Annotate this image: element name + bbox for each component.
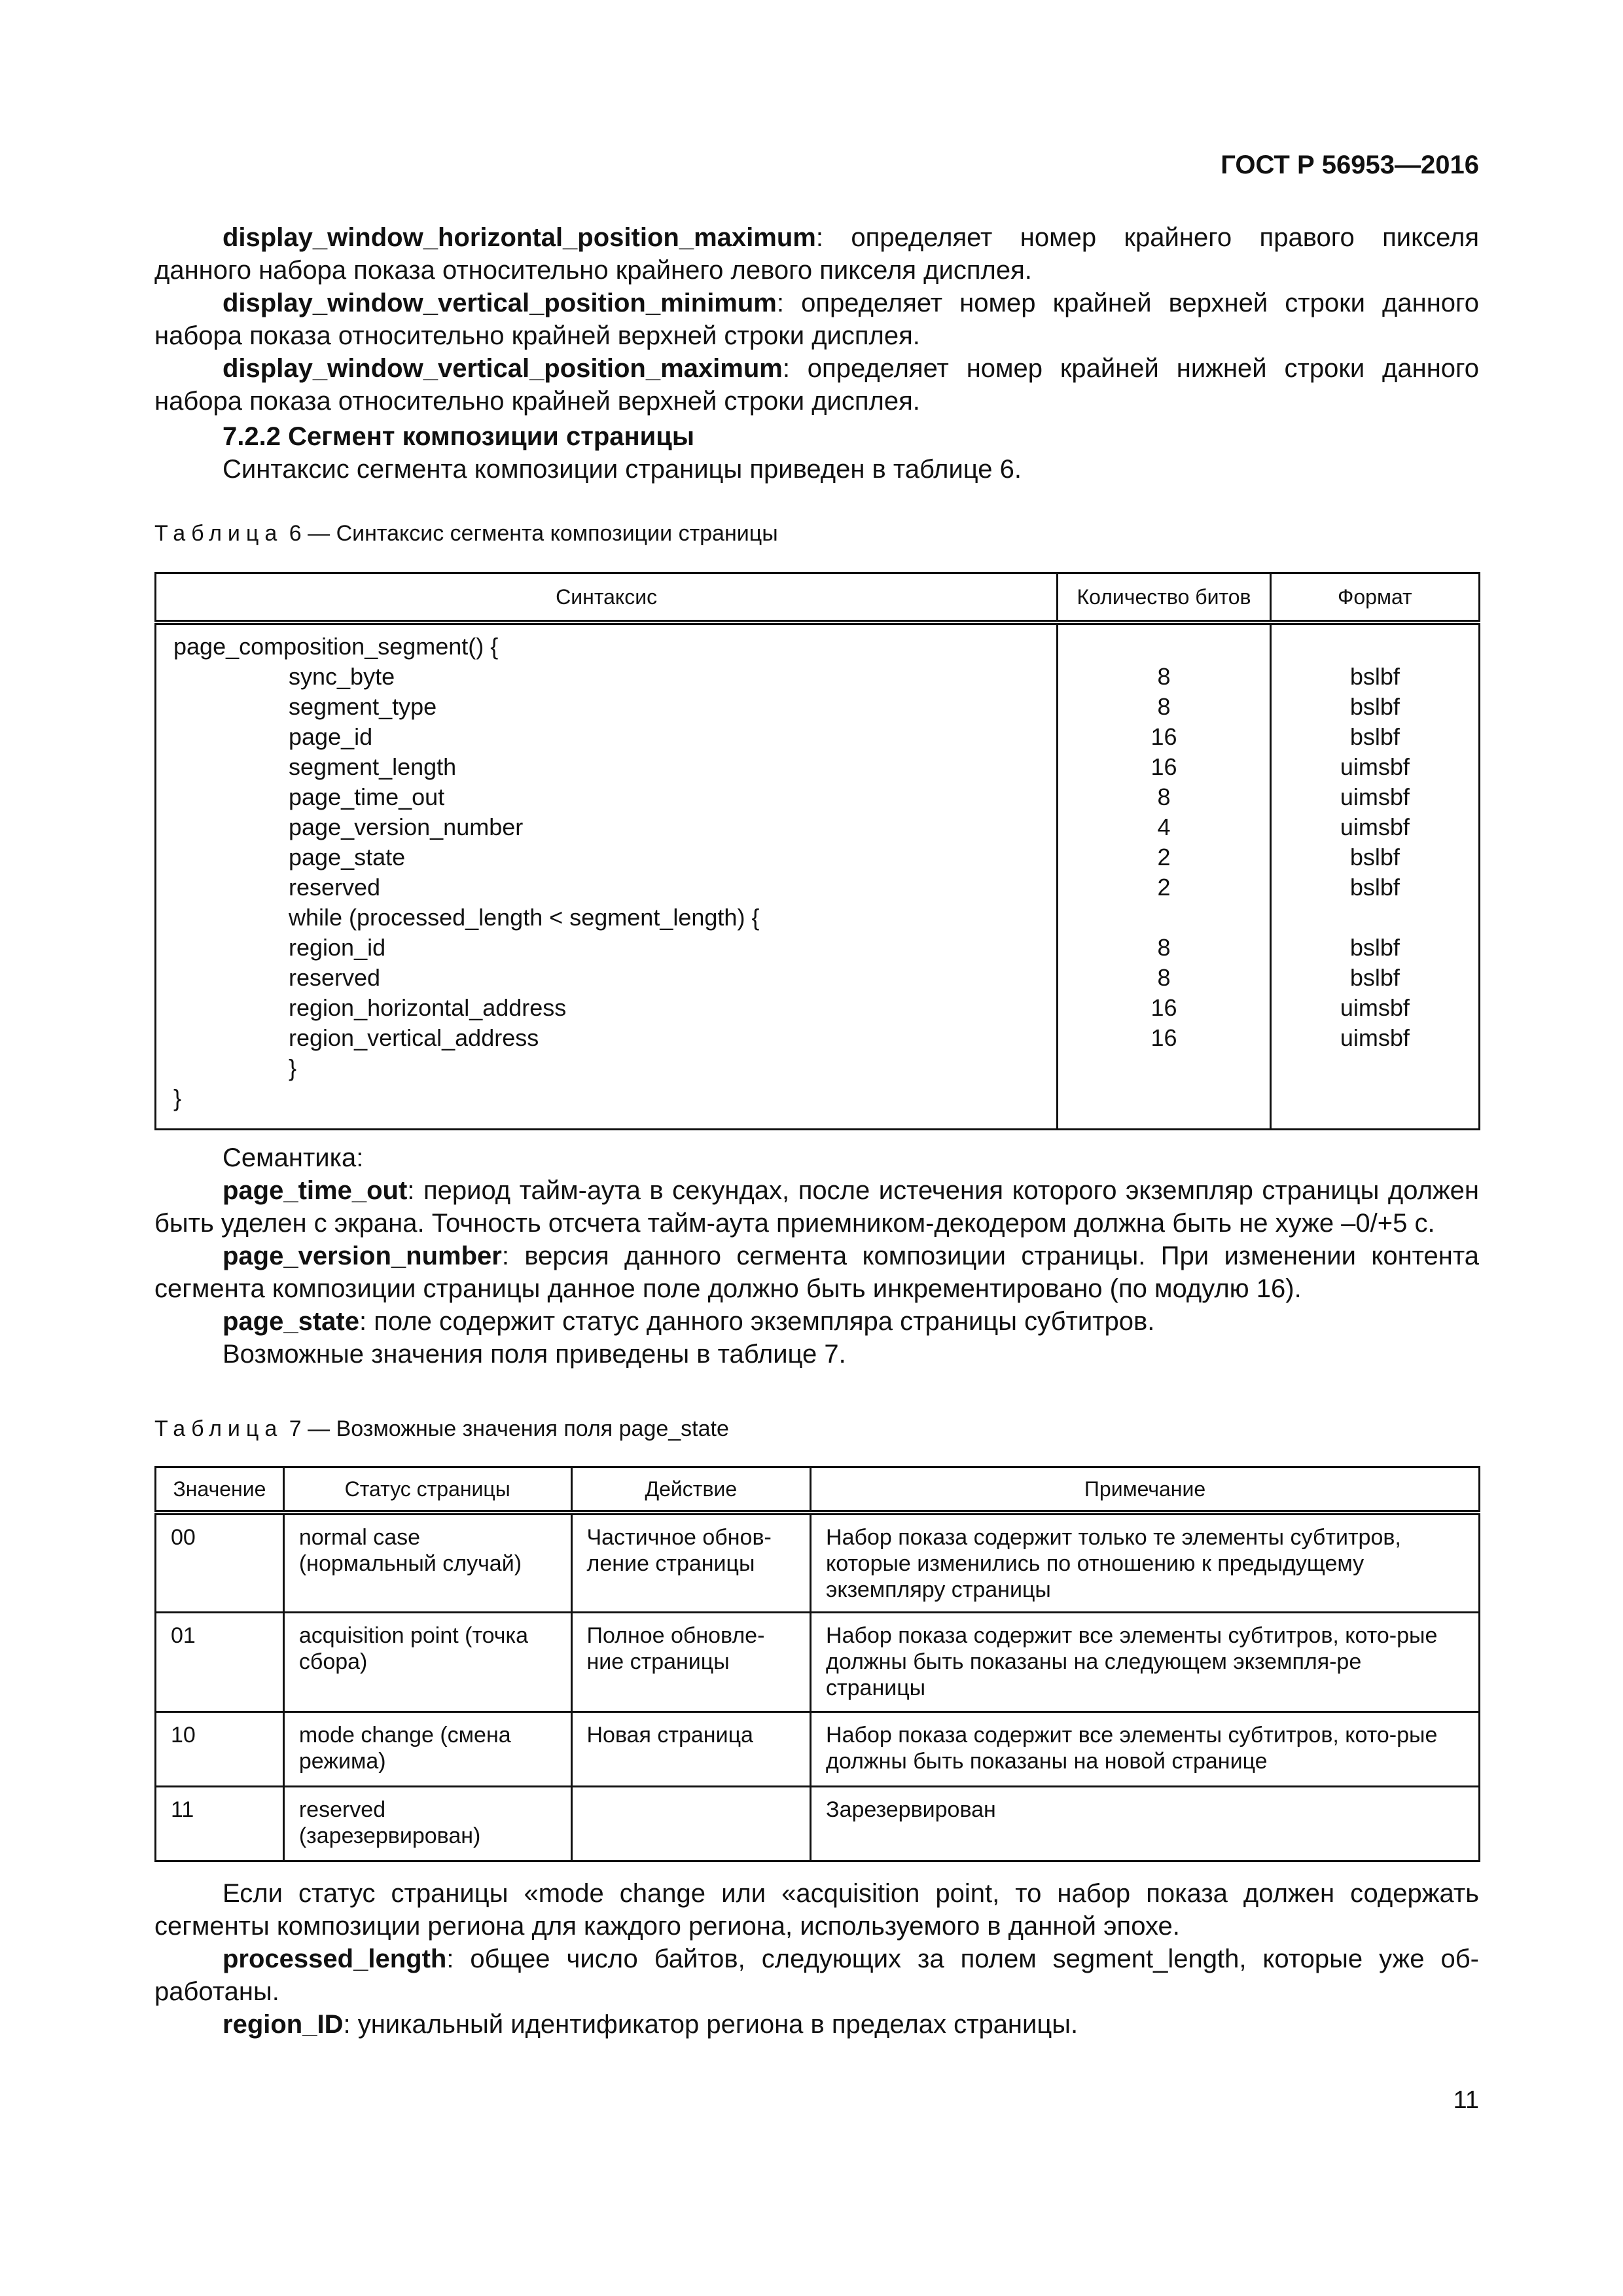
action-cell: Частичное обнов-ление страницы (571, 1513, 811, 1612)
value-cell: 01 (156, 1612, 284, 1712)
action-cell (571, 1786, 811, 1861)
format-cell: bslbf (1349, 964, 1400, 991)
term: page_version_number (223, 1242, 502, 1270)
syntax-line: page_version_number (289, 814, 524, 840)
syntax-line: page_composition_segment() { (173, 633, 499, 660)
definition-processed-length (154, 1943, 1479, 2008)
table-row (156, 1786, 1480, 1861)
status-cell: reserved (зарезервирован) (283, 1786, 571, 1861)
definition-horizontal-max (154, 221, 1479, 287)
syntax-line: reserved (289, 964, 381, 991)
status-cell: normal case (нормальный случай) (283, 1513, 571, 1612)
table-6-syntax (154, 572, 1480, 1130)
table6-caption (154, 521, 778, 547)
syntax-line: page_state (289, 844, 406, 870)
format-cell: bslbf (1349, 934, 1400, 961)
section-heading: 7.2.2 Сегмент композиции страницы (223, 422, 694, 451)
table7-caption (154, 1416, 729, 1442)
note-cell: Зарезервирован (811, 1786, 1480, 1861)
table-7-page-state (154, 1466, 1480, 1862)
definition-text: : определяет номер крайнего правого пикселя данного набора показа относительно крайнего левого пикселя дисплея. (154, 223, 1479, 285)
action-cell: Новая страница (571, 1712, 811, 1786)
syntax-column (156, 622, 1058, 1129)
bits-cell: 8 (1157, 693, 1171, 720)
bits-cell: 16 (1150, 994, 1177, 1021)
table7-caption-label: Таблица (154, 1416, 283, 1441)
note-cell: Набор показа содержит только те элементы субтитров, которые изменились по отношению к предыдущему экземпляру страницы (811, 1513, 1480, 1612)
table7-caption-title: 7 — Возможные значения поля page_state (289, 1416, 729, 1441)
column-header-status: Статус страницы (283, 1467, 571, 1513)
format-cell: uimsbf (1340, 814, 1410, 840)
bits-cell: 2 (1157, 874, 1171, 901)
term: display_window_horizontal_position_maximum (223, 223, 816, 252)
definition-text: : уникальный идентификатор региона в пределах страницы. (343, 2010, 1079, 2039)
format-column (1270, 622, 1479, 1129)
semantics-page-state (154, 1305, 1479, 1338)
syntax-line: region_horizontal_address (289, 994, 567, 1021)
table-row (156, 1712, 1480, 1786)
bits-cell (1058, 632, 1269, 662)
bits-cell: 8 (1157, 964, 1171, 991)
syntax-line: reserved (289, 874, 381, 901)
semantics-label: Семантика: (223, 1143, 364, 1172)
bits-cell: 16 (1150, 723, 1177, 750)
bits-cell: 4 (1157, 814, 1171, 840)
value-cell: 00 (156, 1513, 284, 1612)
format-cell: uimsbf (1340, 753, 1410, 780)
mode-change-note: Если статус страницы «mode change или «acquisition point, то набор показа должен содержать сегменты композиции региона для каждого региона, используемого в данной эпохе. (154, 1879, 1479, 1941)
section-intro: Синтаксис сегмента композиции страницы приведен в таблице 6. (223, 455, 1022, 484)
table6-caption-label: Таблица (154, 521, 283, 546)
table-row (156, 1513, 1480, 1612)
syntax-line: } (289, 1054, 297, 1081)
syntax-line: region_id (289, 934, 386, 961)
page-number: 11 (1453, 2087, 1479, 2114)
semantics-page-version-number (154, 1240, 1479, 1305)
definition-text: : версия данного сегмента композиции страницы. При изменении контента сегмента композиции страницы данное поле должно быть инкрементировано (по модулю 16). (154, 1242, 1479, 1303)
format-cell: bslbf (1349, 874, 1400, 901)
format-cell: bslbf (1349, 693, 1400, 720)
status-cell: mode change (смена режима) (283, 1712, 571, 1786)
format-cell: uimsbf (1340, 1024, 1410, 1051)
term: display_window_vertical_position_maximum (223, 354, 783, 383)
term: processed_length (223, 1945, 447, 1973)
column-header-action: Действие (571, 1467, 811, 1513)
definition-vertical-min (154, 287, 1479, 352)
syntax-line: segment_type (289, 693, 437, 720)
bits-cell: 16 (1150, 753, 1177, 780)
definition-vertical-max (154, 352, 1479, 418)
term: page_time_out (223, 1176, 408, 1205)
note-cell: Набор показа содержит все элементы субтитров, кото-рые должны быть показаны на новой странице (811, 1712, 1480, 1786)
bits-cell: 8 (1157, 663, 1171, 690)
document-number-header: ГОСТ Р 56953—2016 (1221, 151, 1479, 179)
term: region_ID (223, 2010, 344, 2039)
definition-text: : общее число байтов, следующих за полем segment_length, которые уже об-работаны. (154, 1945, 1479, 2006)
definition-text: : период тайм-аута в секундах, после истечения которого экземпляр страницы должен быть уделен с экрана. Точность отсчета тайм-аута приемником-декодером должна быть не хуже –0/+5 с. (154, 1176, 1479, 1238)
column-header-note: Примечание (811, 1467, 1480, 1513)
term: page_state (223, 1307, 359, 1336)
column-header-syntax: Синтаксис (156, 573, 1058, 623)
note-cell: Набор показа содержит все элементы субтитров, кото-рые должны быть показаны на следующем экземпля-ре страницы (811, 1612, 1480, 1712)
syntax-line: page_id (289, 723, 373, 750)
term: display_window_vertical_position_minimum (223, 289, 777, 317)
format-cell: uimsbf (1340, 783, 1410, 810)
format-cell (1272, 632, 1478, 662)
syntax-line: while (processed_length < segment_length) { (289, 904, 760, 931)
definition-text: : определяет номер крайней верхней строки данного набора показа относительно крайней верхней строки дисплея. (154, 289, 1479, 350)
value-cell: 10 (156, 1712, 284, 1786)
column-header-value: Значение (156, 1467, 284, 1513)
semantics-page-time-out (154, 1174, 1479, 1240)
format-cell (1272, 903, 1478, 933)
format-cell: bslbf (1349, 844, 1400, 870)
table6-caption-title: 6 — Синтаксис сегмента композиции страницы (289, 521, 778, 546)
syntax-line: } (173, 1085, 182, 1111)
value-cell: 11 (156, 1786, 284, 1861)
bits-cell: 8 (1157, 783, 1171, 810)
semantics-values-intro: Возможные значения поля приведены в таблице 7. (223, 1340, 846, 1369)
syntax-line: region_vertical_address (289, 1024, 539, 1051)
syntax-line: sync_byte (289, 663, 395, 690)
action-cell: Полное обновле-ние страницы (571, 1612, 811, 1712)
definition-text: : определяет номер крайней нижней строки данного набора показа относительно крайней верхней строки дисплея. (154, 354, 1479, 416)
syntax-line: segment_length (289, 753, 457, 780)
bits-column (1058, 622, 1270, 1129)
column-header-format: Формат (1270, 573, 1479, 623)
status-cell: acquisition point (точка сбора) (283, 1612, 571, 1712)
column-header-bits: Количество битов (1058, 573, 1270, 623)
bits-cell: 8 (1157, 934, 1171, 961)
bits-cell: 2 (1157, 844, 1171, 870)
format-cell: bslbf (1349, 663, 1400, 690)
table-row (156, 1612, 1480, 1712)
definition-region-id (154, 2008, 1479, 2041)
definition-text: : поле содержит статус данного экземпляра страницы субтитров. (359, 1307, 1155, 1336)
format-cell: bslbf (1349, 723, 1400, 750)
bits-cell (1058, 903, 1269, 933)
format-cell: uimsbf (1340, 994, 1410, 1021)
bits-cell: 16 (1150, 1024, 1177, 1051)
syntax-line: page_time_out (289, 783, 445, 810)
